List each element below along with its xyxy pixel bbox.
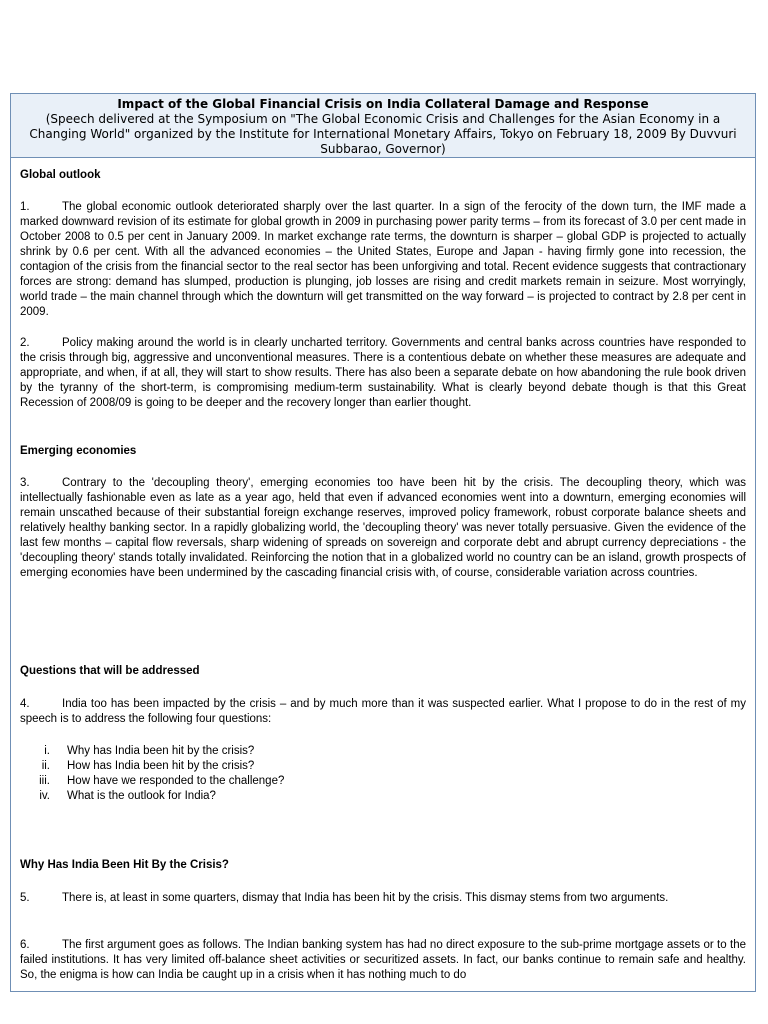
paragraph-number: 1. [20, 201, 30, 213]
list-item-text: Why has India been hit by the crisis? [67, 745, 255, 757]
list-item-number: i. [44, 745, 50, 757]
document-subtitle: (Speech delivered at the Symposium on "The Global Economic Crisis and Challenges for the Asian Economy in a Changing World" organized by the Institute for International Monetary Affairs, Tokyo on February 18, 2009 By Duvvuri Subbarao, Governor) [29, 112, 737, 156]
list-item [20, 759, 746, 774]
questions-list [20, 744, 746, 804]
paragraph-text: India too has been impacted by the crisis – and by much more than it was suspected earlier. What I propose to do in the rest of my speech is to address the following four questions: [20, 698, 746, 725]
heading-emerging-economies: Emerging economies [20, 445, 137, 457]
document-title: Impact of the Global Financial Crisis on India Collateral Damage and Response [117, 97, 649, 111]
heading-global-outlook: Global outlook [20, 169, 101, 181]
paragraph-text: There is, at least in some quarters, dismay that India has been hit by the crisis. This dismay stems from two arguments. [62, 892, 669, 904]
paragraph-number: 2. [20, 337, 30, 349]
list-item-text: How has India been hit by the crisis? [67, 760, 255, 772]
list-item-text: How have we responded to the challenge? [67, 775, 285, 787]
list-item-number: ii. [41, 760, 50, 772]
heading-why-hit: Why Has India Been Hit By the Crisis? [20, 859, 229, 871]
list-item-number: iv. [39, 790, 50, 802]
paragraph-number: 3. [20, 477, 30, 489]
paragraph-5 [20, 891, 746, 906]
paragraph-number: 5. [20, 892, 30, 904]
list-item [20, 774, 746, 789]
paragraph-text: Contrary to the 'decoupling theory', emerging economies too have been hit by the crisis. The decoupling theory, which was intellectually fashionable even as late as a year ago, held that even if advanced economies went into a downturn, emerging economies will remain unscathed because of their substantial foreign exchange reserves, improved policy framework, robust corporate balance sheets and relatively healthy banking sector. In a rapidly globalizing world, the 'decoupling theory' was never totally persuasive. Given the evidence of the last few months – capital flow reversals, sharp widening of spreads on sovereign and corporate debt and abrupt currency depreciations - the 'decoupling theory' stands totally invalidated. Reinforcing the notion that in a globalized world no country can be an island, growth prospects of emerging economies have been undermined by the cascading financial crisis with, of course, considerable variation across countries. [20, 477, 746, 579]
paragraph-2 [20, 336, 746, 411]
heading-questions: Questions that will be addressed [20, 665, 200, 677]
paragraph-1 [20, 200, 746, 320]
paragraph-3 [20, 476, 746, 581]
paragraph-number: 4. [20, 698, 30, 710]
paragraph-6 [20, 938, 746, 983]
paragraph-text: The first argument goes as follows. The Indian banking system has had no direct exposure to the sub-prime mortgage assets or to the failed institutions. It has very limited off-balance sheet activities or securitized assets. In fact, our banks continue to remain safe and healthy. So, the enigma is how can India be caught up in a crisis when it has nothing much to do [20, 939, 746, 981]
list-item [20, 744, 746, 759]
list-item [20, 789, 746, 804]
paragraph-4 [20, 697, 746, 727]
list-item-text: What is the outlook for India? [67, 790, 216, 802]
document-frame [10, 93, 756, 992]
list-item-number: iii. [39, 775, 50, 787]
paragraph-text: Policy making around the world is in clearly uncharted territory. Governments and central banks across countries have responded to the crisis through big, aggressive and unconventional measures. There is a contentious debate on whether these measures are adequate and appropriate, and when, if at all, they will start to show results. There has also been a separate debate on how abandoning the rule book driven by the tyranny of the short-term, is compromising medium-term sustainability. What is clearly beyond debate though is that this Great Recession of 2008/09 is going to be deeper and the recovery longer than earlier thought. [20, 337, 746, 409]
paragraph-number: 6. [20, 939, 30, 951]
document-header [11, 94, 755, 158]
document-body [11, 158, 755, 991]
paragraph-text: The global economic outlook deteriorated sharply over the last quarter. In a sign of the ferocity of the down turn, the IMF made a marked downward revision of its estimate for global growth in 2009 in purchasing power parity terms – from its forecast of 3.0 per cent made in October 2008 to 0.5 per cent in January 2009. In market exchange rate terms, the downturn is sharper – global GDP is projected to actually shrink by 0.6 per cent. With all the advanced economies – the United States, Europe and Japan - having firmly gone into recession, the contagion of the crisis from the financial sector to the real sector has been unforgiving and total. Recent evidence suggests that contractionary forces are strong: demand has slumped, production is plunging, job losses are rising and credit markets remain in seizure. Most worryingly, world trade – the main channel through which the downturn will get transmitted on the way forward – is projected to contract by 2.8 per cent in 2009. [20, 201, 746, 318]
